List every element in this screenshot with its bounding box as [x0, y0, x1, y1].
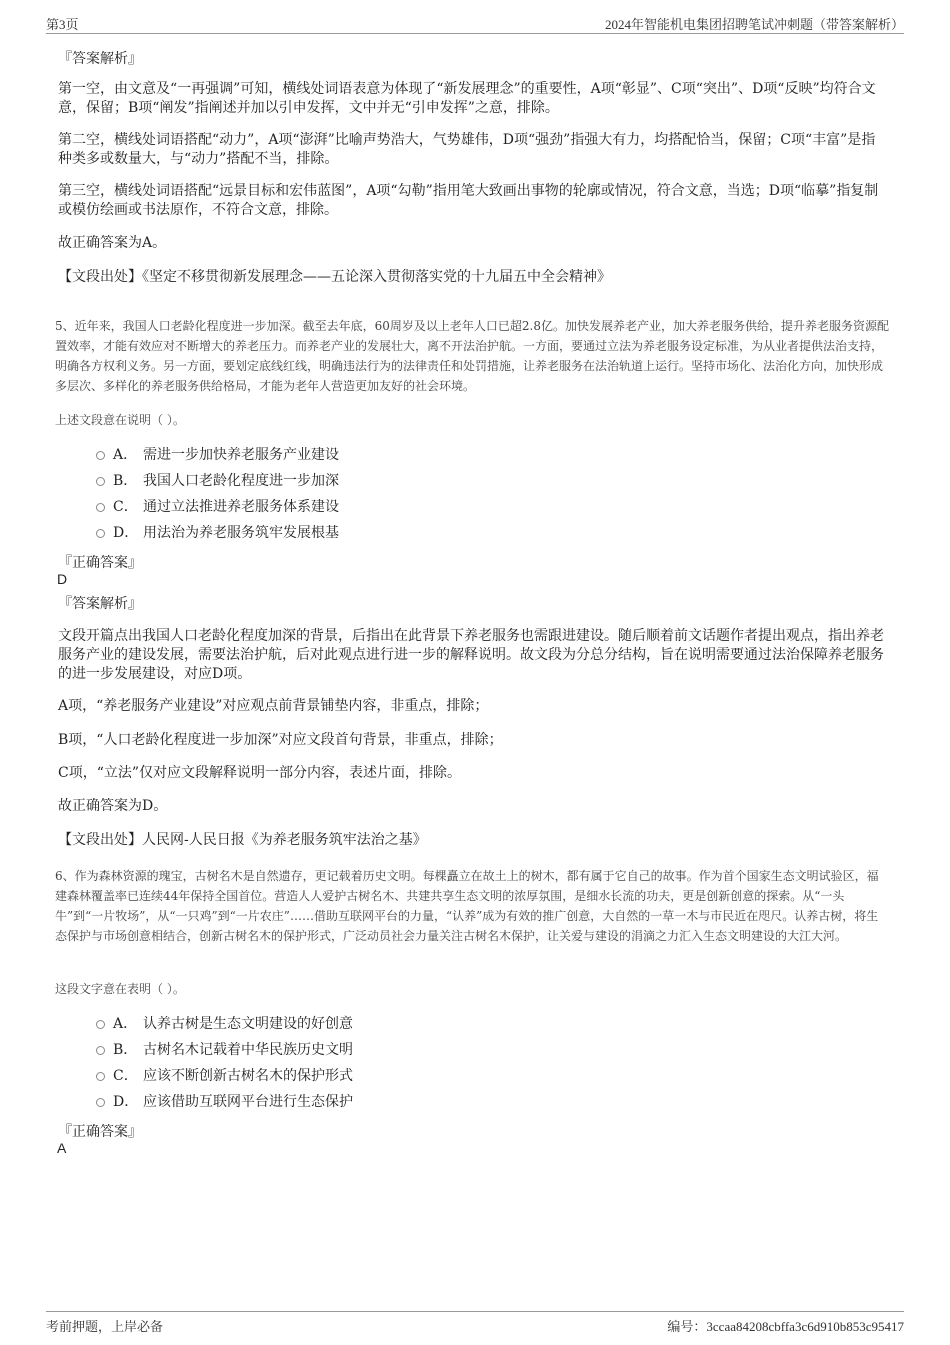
radio-icon[interactable]: [96, 529, 105, 538]
q6-passage: 6、作为森林资源的瑰宝，古树名木是自然遗存，更记载着历史文明。每棵矗立在故土上的树木，都有属于它自己的故事。作为首个国家生态文明试验区，福建森林覆盖率已连续44年保持全国首位。营造人人爱护古树名木、共建共享生态文明的浓厚氛围，是细水长流的功夫，更是创新创意的探索。从“一头牛”到“一片牧场”，从“一只鸡”到“一片农庄”……借助互联网平台的力量，“认养”成为有效的推广创意，大自然的一草一木与市民近在咫尺。认养古树，将生态保护与市场创意相结合，创新古树名木的保护形式，广泛动员社会力量关注古树名木保护，让关爱与建设的涓滴之力汇入生态文明建设的大江大河。: [55, 869, 879, 943]
option-label: D．: [113, 525, 139, 541]
q5-option-b[interactable]: [96, 472, 339, 491]
q5-analysis-c: C项，“立法”仅对应文段解释说明一部分内容，表述片面，排除。: [58, 765, 462, 781]
radio-icon[interactable]: [96, 1072, 105, 1081]
radio-icon[interactable]: [96, 1046, 105, 1055]
q5-answer-heading: 『正确答案』: [58, 555, 142, 571]
q4-analysis-conclusion: 故正确答案为A。: [58, 235, 167, 251]
footer-serial: 编号：3ccaa84208cbffa3c6d910b853c95417: [667, 1319, 904, 1334]
q5-option-c[interactable]: [96, 498, 339, 517]
option-label: B．: [113, 473, 138, 489]
option-text: 用法治为养老服务筑牢发展根基: [143, 525, 339, 541]
q6-option-a[interactable]: [96, 1015, 353, 1034]
q5-source: 【文段出处】人民网-人民日报《为养老服务筑牢法治之基》: [58, 832, 427, 848]
option-label: A．: [113, 447, 138, 463]
q4-source: 【文段出处】《坚定不移贯彻新发展理念——五论深入贯彻落实党的十九届五中全会精神》: [58, 269, 611, 285]
radio-icon[interactable]: [96, 1098, 105, 1107]
q6-option-d[interactable]: [96, 1093, 353, 1112]
option-label: B．: [113, 1042, 138, 1058]
option-text: 需进一步加快养老服务产业建设: [143, 447, 339, 463]
q4-analysis-para-3: 第三空，横线处词语搭配“远景目标和宏伟蓝图”，A项“勾勒”指用笔大致画出事物的轮廓或情况，符合文意，当选；D项“临摹”指复制或模仿绘画或书法原作，不符合文意，排除。: [58, 183, 879, 218]
q6-question: 这段文字意在表明（ ）。: [55, 982, 185, 996]
q6-answer: A: [57, 1140, 67, 1156]
q4-analysis-para-2: 第二空，横线处词语搭配“动力”，A项“澎湃”比喻声势浩大，气势雄伟，D项“强劲”指强大有力，均搭配恰当，保留；C项“丰富”是指种类多或数量大，与“动力”搭配不当，排除。: [58, 132, 876, 167]
q5-question: 上述文段意在说明（ ）。: [55, 413, 185, 427]
radio-icon[interactable]: [96, 1020, 105, 1029]
option-text: 应该不断创新古树名木的保护形式: [143, 1068, 353, 1084]
q5-passage: 5、近年来，我国人口老龄化程度进一步加深。截至去年底，60周岁及以上老年人口已超2.8亿。加快发展养老产业，加大养老服务供给，提升养老服务资源配置效率，才能有效应对不断增大的养老压力。而养老产业的发展壮大，离不开法治护航。一方面，要通过立法为养老服务设定标准，为从业者提供法治支持，明确各方权利义务。另一方面，要划定底线红线，明确违法行为的法律责任和处罚措施，让养老服务在法治轨道上运行。坚持市场化、法治化方向，加快形成多层次、多样化的养老服务供给格局，才能为老年人营造更加友好的社会环境。: [55, 319, 889, 393]
header-rule: [46, 33, 904, 34]
q5-option-a[interactable]: [96, 446, 339, 465]
radio-icon[interactable]: [96, 477, 105, 486]
q6-option-b[interactable]: [96, 1041, 353, 1060]
footer-slogan: 考前押题，上岸必备: [46, 1319, 164, 1334]
q5-option-d[interactable]: [96, 524, 339, 543]
option-label: D．: [113, 1094, 139, 1110]
q5-analysis-conclusion: 故正确答案为D。: [58, 798, 168, 814]
radio-icon[interactable]: [96, 451, 105, 460]
option-label: C．: [113, 1068, 138, 1084]
page-number: 第3页: [46, 17, 79, 32]
option-text: 古树名木记载着中华民族历史文明: [143, 1042, 353, 1058]
q6-answer-heading: 『正确答案』: [58, 1124, 142, 1140]
option-text: 我国人口老龄化程度进一步加深: [143, 473, 339, 489]
q5-analysis-a: A项，“养老服务产业建设”对应观点前背景铺垫内容，非重点，排除；: [58, 698, 489, 714]
option-text: 认养古树是生态文明建设的好创意: [143, 1016, 353, 1032]
q5-analysis-para-1: 文段开篇点出我国人口老龄化程度加深的背景，后指出在此背景下养老服务也需跟进建设。随后顺着前文话题作者提出观点，指出养老服务产业的建设发展，需要法治护航，后对此观点进行进一步的解释说明。故文段为分总分结构，旨在说明需要通过法治保障养老服务的进一步发展建设，对应D项。: [58, 628, 884, 682]
option-label: A．: [113, 1016, 138, 1032]
q5-answer: D: [57, 571, 68, 587]
document-title: 2024年智能机电集团招聘笔试冲刺题（带答案解析）: [604, 17, 904, 32]
option-label: C．: [113, 499, 138, 515]
q4-analysis-para-1: 第一空，由文意及“一再强调”可知，横线处词语表意为体现了“新发展理念”的重要性，A项“彰显”、C项“突出”、D项“反映”均符合文意，保留；B项“阐发”指阐述并加以引申发挥，文中并无“引申发挥”之意，排除。: [58, 81, 876, 116]
q6-option-c[interactable]: [96, 1067, 353, 1086]
option-text: 通过立法推进养老服务体系建设: [143, 499, 339, 515]
footer-rule: [46, 1311, 904, 1312]
radio-icon[interactable]: [96, 503, 105, 512]
q5-analysis-heading: 『答案解析』: [58, 596, 142, 612]
q4-analysis-heading: 『答案解析』: [58, 51, 142, 67]
q5-analysis-b: B项，“人口老龄化程度进一步加深”对应文段首句背景，非重点，排除；: [58, 732, 503, 748]
option-text: 应该借助互联网平台进行生态保护: [143, 1094, 353, 1110]
